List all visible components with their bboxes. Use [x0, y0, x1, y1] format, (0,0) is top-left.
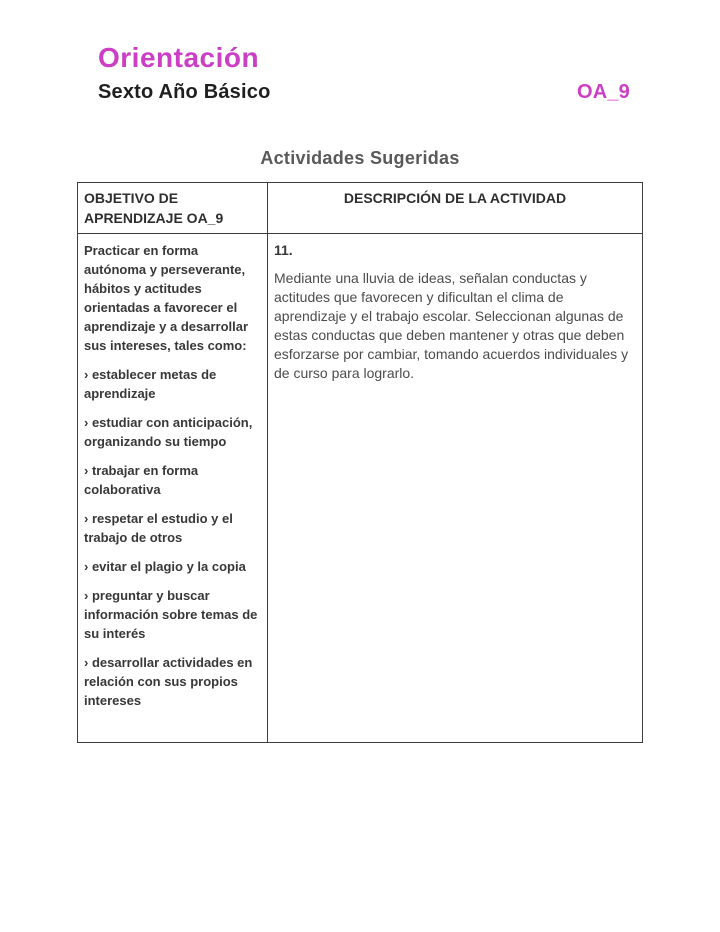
activities-table — [77, 182, 643, 743]
activity-cell — [268, 234, 643, 743]
section-title: Actividades Sugeridas — [260, 148, 460, 168]
grade-subtitle: Sexto Año Básico — [98, 81, 271, 103]
activity-description: Mediante una lluvia de ideas, señalan conductas y actitudes que favorecen y dificultan el clima de aprendizaje y el trabajo escolar. Seleccionan algunas de estas conductas que deben mantener y otras que deben esforzarse por cambiar, tomando acuerdos individuales y de curso para lograrlo. — [274, 270, 629, 381]
objective-column-header: OBJETIVO DE APRENDIZAJE OA_9 — [78, 183, 268, 234]
objective-item: › respetar el estudio y el trabajo de otros — [84, 511, 233, 545]
objective-item: › desarrollar actividades en relación con sus propios intereses — [84, 655, 253, 708]
activity-number: 11. — [274, 242, 293, 258]
table-body-row — [78, 234, 643, 743]
description-column-header: DESCRIPCIÓN DE LA ACTIVIDAD — [268, 183, 643, 234]
table-header-row — [78, 183, 643, 234]
subtitle-row — [98, 81, 630, 104]
objective-item: › preguntar y buscar información sobre temas de su interés — [84, 588, 258, 641]
subject-title: Orientación — [98, 42, 260, 73]
objective-item: › estudiar con anticipación, organizando su tiempo — [84, 415, 253, 449]
objective-item: › evitar el plagio y la copia — [84, 559, 246, 574]
objective-cell — [78, 234, 268, 743]
oa-code-badge: OA_9 — [576, 81, 630, 103]
objective-item: › establecer metas de aprendizaje — [84, 367, 217, 401]
objective-intro: Practicar en forma autónoma y perseverante, hábitos y actitudes orientadas a favorecer el aprendizaje y a desarrollar sus intereses, tales como: — [84, 243, 249, 353]
objective-item: › trabajar en forma colaborativa — [84, 463, 199, 497]
document-header — [98, 42, 630, 104]
